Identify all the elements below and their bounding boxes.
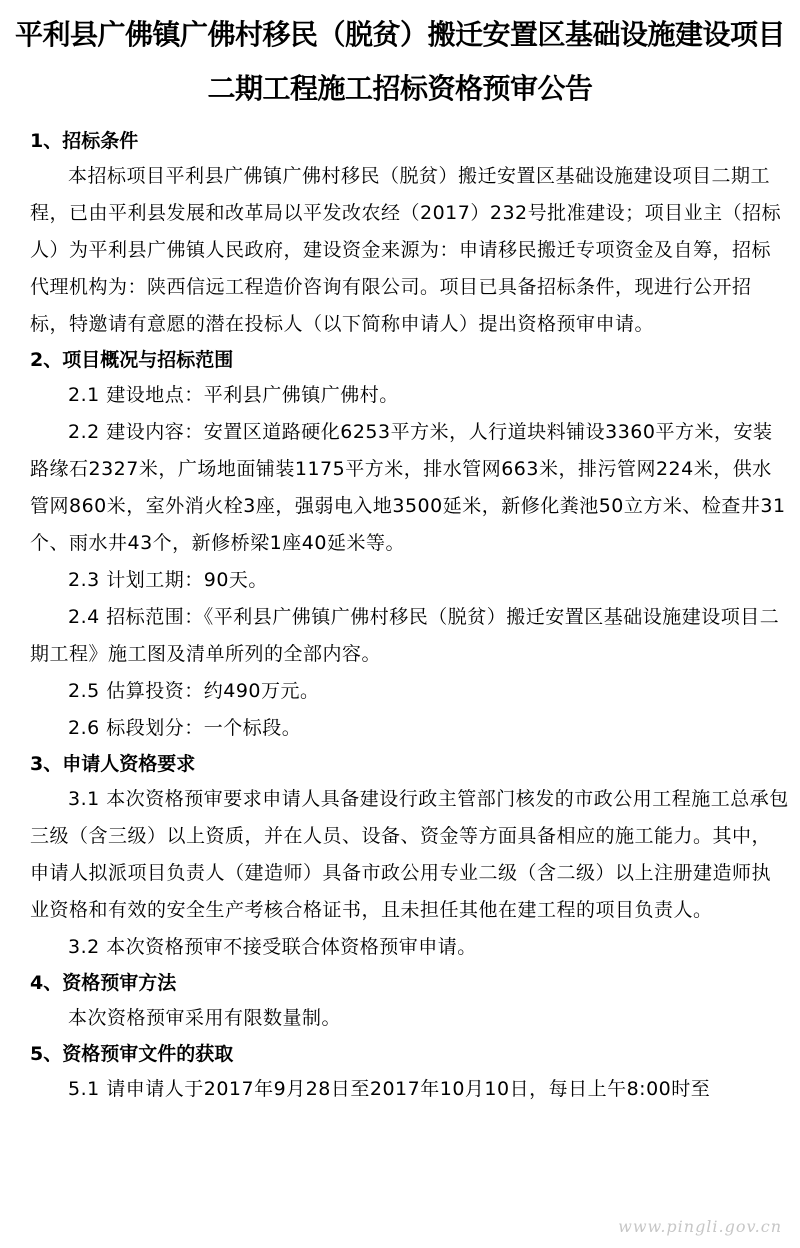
site-watermark: www.pingli.gov.cn (618, 1217, 782, 1236)
section-bidding-conditions (30, 124, 790, 343)
section-applicant-qualifications (30, 747, 790, 966)
paragraph: 2.3 计划工期：90天。 (68, 569, 268, 591)
section-heading: 4、资格预审方法 (30, 972, 177, 994)
paragraph: 2.2 建设内容：安置区道路硬化6253平方米，人行道块料铺设3360平方米，安装路缘石2327米，广场地面铺装1175平方米，排水管网663米，排污管网224米，供水管网860米，室外消火栓3座，强弱电入地3500延米，新修化粪池50立方米、检查井31个、雨水井43个，新修桥梁1座40延米等。 (30, 421, 786, 554)
paragraph: 2.1 建设地点：平利县广佛镇广佛村。 (68, 384, 399, 406)
section-heading: 3、申请人资格要求 (30, 753, 196, 775)
paragraph: 3.1 本次资格预审要求申请人具备建设行政主管部门核发的市政公用工程施工总承包三级（含三级）以上资质，并在人员、设备、资金等方面具备相应的施工能力。其中，申请人拟派项目负责人（建造师）具备市政公用专业二级（含二级）以上注册建造师执业资格和有效的安全生产考核合格证书，且未担任其他在建工程的项目负责人。 (30, 788, 789, 921)
paragraph: 本次资格预审采用有限数量制。 (68, 1007, 342, 1029)
paragraph: 5.1 请申请人于2017年9月28日至2017年10月10日，每日上午8:00时至 (68, 1078, 711, 1100)
section-heading: 1、招标条件 (30, 130, 139, 152)
announcement-body (30, 124, 790, 1108)
section-project-overview (30, 343, 790, 747)
paragraph: 2.5 估算投资：约490万元。 (68, 680, 320, 702)
page-title-line-1: 平利县广佛镇广佛村移民（脱贫）搬迁安置区基础设施建设项目 (14, 18, 785, 51)
paragraph: 2.4 招标范围：《平利县广佛镇广佛村移民（脱贫）搬迁安置区基础设施建设项目二期工程》施工图及清单所列的全部内容。 (30, 606, 780, 665)
section-prequalification-method (30, 966, 790, 1037)
paragraph: 2.6 标段划分：一个标段。 (68, 717, 302, 739)
section-heading: 5、资格预审文件的获取 (30, 1043, 234, 1065)
page-bottom-edge (0, 1238, 800, 1248)
section-document-acquisition (30, 1037, 790, 1108)
paragraph: 3.2 本次资格预审不接受联合体资格预审申请。 (68, 936, 477, 958)
section-heading: 2、项目概况与招标范围 (30, 349, 234, 371)
paragraph: 本招标项目平利县广佛镇广佛村移民（脱贫）搬迁安置区基础设施建设项目二期工程，已由平利县发展和改革局以平发改农经（2017）232号批准建设；项目业主（招标人）为平利县广佛镇人民政府，建设资金来源为：申请移民搬迁专项资金及自筹，招标代理机构为：陕西信远工程造价咨询有限公司。项目已具备招标条件，现进行公开招标，特邀请有意愿的潜在投标人（以下简称申请人）提出资格预审申请。 (30, 165, 782, 335)
page-title-line-2: 二期工程施工招标资格预审公告 (207, 72, 593, 105)
